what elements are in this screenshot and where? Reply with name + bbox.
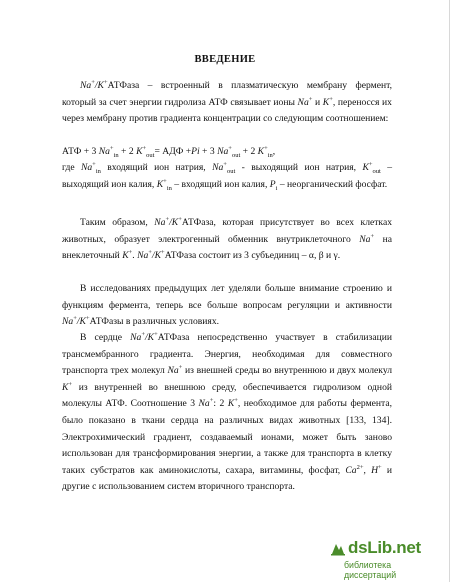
formula-k: /K [76, 316, 86, 328]
text-run: . [132, 250, 138, 262]
subscript: in [113, 151, 119, 159]
formula-k: K [362, 162, 369, 173]
subscript: out [231, 151, 241, 159]
superscript: + [368, 160, 373, 168]
formula-k: /K [151, 250, 162, 262]
superscript: + [109, 144, 114, 152]
formula-na: Na [198, 398, 210, 410]
formula-na: Na [297, 96, 309, 108]
formula-na: Na [137, 250, 149, 262]
text-run: Таким образом, [80, 217, 155, 228]
formula-k: K [322, 96, 330, 108]
superscript: + [165, 215, 170, 223]
text-run: АТФазы в различных условиях. [89, 316, 220, 328]
text-run: + 2 [118, 146, 137, 157]
paragraph-summary [62, 215, 392, 265]
formula-k: K [122, 250, 129, 262]
formula-k: K [62, 381, 69, 393]
superscript: + [141, 330, 146, 338]
text-run: и другие с использованием систем вторичного транспорта. [62, 464, 392, 493]
superscript: + [329, 95, 333, 103]
text-run: , переносся их через мембрану против градиента концентрации со следующим соотношением: [62, 96, 392, 125]
formula-k: K [136, 146, 143, 157]
formula-k: K [156, 178, 164, 190]
superscript: + [161, 249, 165, 256]
subscript: out [372, 167, 381, 175]
superscript: + [223, 160, 227, 168]
superscript: + [163, 177, 167, 185]
superscript: + [85, 315, 90, 322]
reaction-equation [62, 144, 392, 161]
superscript: + [142, 144, 147, 152]
text-run: - выходящий ион натрия, [235, 162, 363, 173]
formula-k: /K [169, 217, 179, 228]
text-run: из внутренней во внешнюю среду, обеспечивается гидролизом одной молекулы АТФ. Соотношение 3 [62, 381, 392, 410]
text-run: , необходимое для работы фермента, было показано в ткани сердца на различных видах животных [133, 134]. Электрохимический градиент, создаваемый ионами, может быть заново использован для трансформирования энергии, а также для транспорта в клетку таких субстратов как аминокислоты, сахара, витамины, фосфат, [62, 398, 392, 476]
superscript: + [378, 463, 382, 471]
superscript: + [73, 315, 77, 322]
superscript: + [370, 232, 375, 240]
formula-ca: Ca [345, 464, 357, 476]
text-run: – неорганический фосфат. [277, 178, 388, 190]
subscript: out [146, 151, 155, 159]
subscript: out [226, 167, 236, 175]
formula-na: Na [98, 146, 110, 157]
text-run: = АДФ + [154, 146, 192, 157]
superscript: + [103, 78, 108, 86]
formula-p: P [269, 178, 276, 190]
paragraph-intro [62, 78, 392, 128]
formula-na: Na [62, 316, 74, 328]
formula-na: Na [130, 332, 142, 343]
text-run: В исследованиях предыдущих лет уделяли больше внимание строению и функциям фермента, теперь все больше вопросам регуляции и активности [62, 283, 392, 311]
superscript: + [209, 397, 214, 405]
formula-na: Na [154, 217, 166, 228]
superscript: + [264, 144, 268, 152]
text-run: В сердце [80, 332, 131, 343]
formula-na: Na [359, 233, 371, 245]
superscript: + [128, 249, 133, 256]
superscript: 2+ [356, 463, 364, 471]
superscript: + [68, 380, 73, 388]
text-run: АТФаза непосредственно участвует в стабилизации трансмембранного градиента. Энергия, необходимая для совместного транспорта трех молекул [62, 332, 392, 377]
page-title: ВВЕДЕНИЕ [194, 54, 256, 65]
superscript: + [178, 215, 182, 223]
text-run: и [312, 96, 323, 108]
superscript: + [234, 397, 238, 405]
subscript: in [95, 167, 101, 175]
subscript: i [275, 184, 278, 192]
text-run: где [62, 162, 81, 173]
superscript: + [308, 95, 313, 103]
text-run: из внешней среды во внутреннюю и двух молекул [182, 365, 392, 377]
dslib-logo-icon [330, 540, 346, 556]
text-run: – выходящий ион калия, [62, 162, 392, 190]
superscript: + [91, 78, 95, 86]
superscript: + [92, 160, 96, 168]
text-run: , [272, 146, 276, 157]
superscript: + [148, 249, 152, 256]
formula-na: Na [80, 80, 92, 91]
formula-k: K [257, 146, 265, 157]
text-run: : 2 [213, 398, 228, 410]
text-run: входящий ион натрия, [100, 162, 213, 173]
text-run: + 2 [240, 146, 258, 157]
text-run: АТФ + 3 [62, 146, 99, 157]
formula-na: Na [80, 162, 93, 173]
formula-na: Na [167, 365, 179, 377]
text-run: АТФаза состоит из 3 субъединиц – α, β и γ. [164, 250, 341, 262]
formula-na: Na [217, 146, 229, 157]
formula-k: /K [145, 332, 155, 343]
formula-k: K [227, 398, 235, 410]
superscript: + [154, 330, 158, 338]
text-run: на внеклеточный [62, 233, 392, 262]
formula-k: /K [94, 80, 104, 91]
formula-na: Na [212, 162, 224, 173]
text-run: АТФаза – встроенный в плазматическую мембрану фермент, который за счет энергии гидролиза АТФ связывает ионы [62, 80, 392, 108]
watermark-subtitle: библиотека диссертаций [344, 560, 397, 580]
paragraph-research [62, 281, 392, 331]
paragraph-definitions [62, 160, 392, 193]
text-run: – входящий ион калия, [171, 178, 270, 190]
text-run: , [363, 464, 372, 476]
formula-pi: Pi [191, 146, 200, 157]
text-run: + 3 [199, 146, 218, 157]
dslib-watermark [330, 538, 442, 580]
formula-h: H [371, 464, 379, 476]
paragraph-heart [62, 330, 392, 496]
subscript: in [166, 184, 172, 192]
watermark-brand: dsLib.net [348, 538, 421, 557]
subscript: in [267, 151, 273, 159]
superscript: + [228, 144, 232, 152]
text-run: АТФаза, которая присутствует во всех клетках животных, образует электрогенный обменник внутриклеточного [62, 217, 393, 245]
superscript: + [178, 364, 183, 371]
